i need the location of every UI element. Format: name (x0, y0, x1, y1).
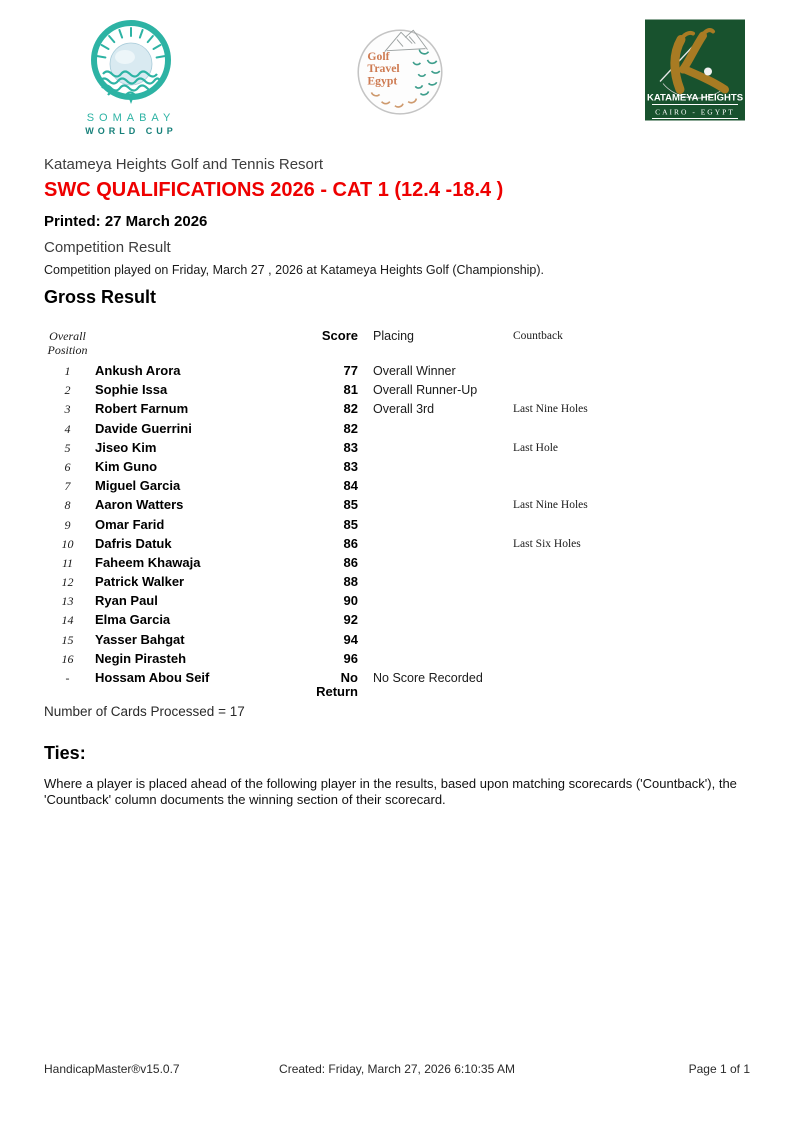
result-position: 8 (64, 498, 71, 513)
cards-processed: Number of Cards Processed = 17 (44, 704, 245, 719)
player-placing: Overall Runner-Up (373, 383, 478, 398)
result-position: 12 (61, 575, 74, 590)
printed-date: Printed: 27 March 2026 (44, 213, 208, 230)
table-row (40, 556, 708, 570)
golf-travel-logo-text-line3: Egypt (367, 74, 398, 88)
result-position: 5 (64, 440, 71, 455)
column-header-score: Score (321, 328, 358, 343)
golf-travel-egypt-icon (354, 15, 446, 122)
golf-travel-egypt-logo (354, 15, 446, 127)
result-position: 4 (64, 421, 71, 436)
result-position: 9 (64, 517, 71, 532)
player-score: 83 (343, 439, 358, 455)
result-position: 7 (64, 479, 71, 494)
result-position: 15 (61, 632, 74, 647)
player-countback: Last Hole (513, 441, 559, 454)
player-score: 85 (343, 516, 358, 532)
table-row (40, 383, 708, 397)
table-header-row (40, 329, 708, 357)
table-row (40, 613, 708, 627)
player-name: Jiseo Kim (95, 439, 157, 455)
table-body (40, 364, 708, 699)
report-type: Competition Result (44, 239, 171, 256)
player-name: Omar Farid (95, 516, 165, 532)
player-score: 94 (343, 631, 358, 647)
player-score: 77 (343, 363, 358, 378)
player-name: Sophie Issa (95, 382, 168, 398)
created-timestamp: Created: Friday, March 27, 2026 6:10:35 AM (279, 1062, 515, 1076)
table-row (40, 671, 708, 699)
player-name: Ryan Paul (95, 593, 158, 609)
player-score: 86 (343, 554, 358, 570)
result-position: - (65, 671, 70, 685)
somabay-world-cup-logo (74, 14, 188, 136)
page-number: Page 1 of 1 (688, 1062, 750, 1076)
player-name: Robert Farnum (95, 401, 189, 417)
result-position: 13 (61, 594, 74, 609)
table-row (40, 537, 708, 551)
player-placing: No Score Recorded (373, 671, 483, 685)
table-row (40, 575, 708, 589)
player-name: Patrick Walker (95, 574, 185, 590)
katameya-logo-text-line1: KATAMEYA HEIGHTS (646, 92, 744, 104)
player-countback: Last Six Holes (513, 537, 581, 550)
player-score: 82 (343, 420, 358, 436)
ties-description: Where a player is placed ahead of the following player in the results, based upon matching scorecards ('Countback'), the 'Countback' column documents the winning section of their scorecard. (44, 776, 737, 807)
player-score: 86 (343, 535, 358, 551)
column-header-position (40, 329, 95, 357)
table-row (40, 594, 708, 608)
player-name: Kim Guno (95, 458, 158, 474)
player-name: Ankush Arora (95, 363, 181, 378)
golf-travel-logo-text-line1: Golf (367, 49, 390, 63)
result-position: 14 (61, 613, 74, 628)
player-name: Faheem Khawaja (95, 554, 201, 570)
table-row (40, 460, 708, 474)
player-name: Miguel Garcia (95, 478, 181, 494)
player-name: Elma Garcia (95, 612, 171, 628)
katameya-logo-text-line2: CAIRO - EGYPT (655, 107, 735, 117)
competition-title: SWC QUALIFICATIONS 2026 - CAT 1 (12.4 -18.4 ) (44, 179, 504, 201)
player-score: 92 (343, 612, 358, 628)
player-name: Dafris Datuk (95, 535, 172, 551)
section-heading-gross-result: Gross Result (44, 287, 157, 307)
table-row (40, 364, 708, 378)
player-name: Negin Pirasteh (95, 650, 187, 666)
table-row (40, 518, 708, 532)
column-header-placing: Placing (373, 329, 414, 343)
table-row (40, 479, 708, 493)
player-name: Hossam Abou Seif (95, 670, 210, 685)
result-position: 1 (64, 364, 71, 378)
player-countback: Last Nine Holes (513, 403, 588, 416)
player-name: Davide Guerrini (95, 420, 192, 436)
software-version: HandicapMaster®v15.0.7 (44, 1062, 180, 1076)
player-name: Yasser Bahgat (95, 631, 185, 647)
katameya-heights-logo (645, 19, 745, 126)
player-score: 81 (343, 382, 358, 398)
player-score: 83 (343, 458, 358, 474)
golf-travel-logo-text-line2: Travel (367, 62, 400, 76)
player-score: 90 (343, 593, 358, 609)
player-placing: Overall Winner (373, 364, 456, 378)
player-name: Aaron Watters (95, 497, 184, 513)
somabay-logo-text: SOMABAY (86, 112, 176, 124)
somabay-logo-subtext: WORLD CUP (85, 126, 177, 136)
table-row (40, 422, 708, 436)
player-placing: Overall 3rd (373, 402, 435, 417)
player-score: No Return (316, 670, 358, 699)
table-row (40, 633, 708, 647)
player-score: 96 (343, 650, 358, 666)
player-score: 84 (343, 478, 358, 494)
player-score: 82 (343, 401, 358, 417)
katameya-heights-icon (645, 19, 745, 121)
column-header-countback: Countback (513, 330, 563, 342)
column-header-position-line1: Overall (49, 329, 86, 343)
somabay-logo-icon (74, 14, 188, 106)
result-position: 16 (61, 651, 74, 666)
table-row (40, 498, 708, 512)
player-countback: Last Nine Holes (513, 499, 588, 512)
resort-name: Katameya Heights Golf and Tennis Resort (44, 156, 324, 173)
competition-details: Competition played on Friday, March 27 , 2026 at Katameya Heights Golf (Championship). (44, 263, 545, 277)
player-score: 88 (343, 574, 358, 590)
result-position: 6 (64, 459, 71, 474)
ties-heading: Ties: (44, 743, 86, 763)
result-position: 2 (64, 383, 71, 398)
player-score: 85 (343, 497, 358, 513)
result-position: 3 (64, 402, 71, 417)
result-position: 10 (61, 536, 74, 551)
results-table (40, 329, 708, 704)
column-header-position-line2: Position (47, 343, 88, 357)
table-row (40, 652, 708, 666)
result-position: 11 (61, 555, 74, 570)
table-row (40, 441, 708, 455)
table-row (40, 402, 708, 416)
